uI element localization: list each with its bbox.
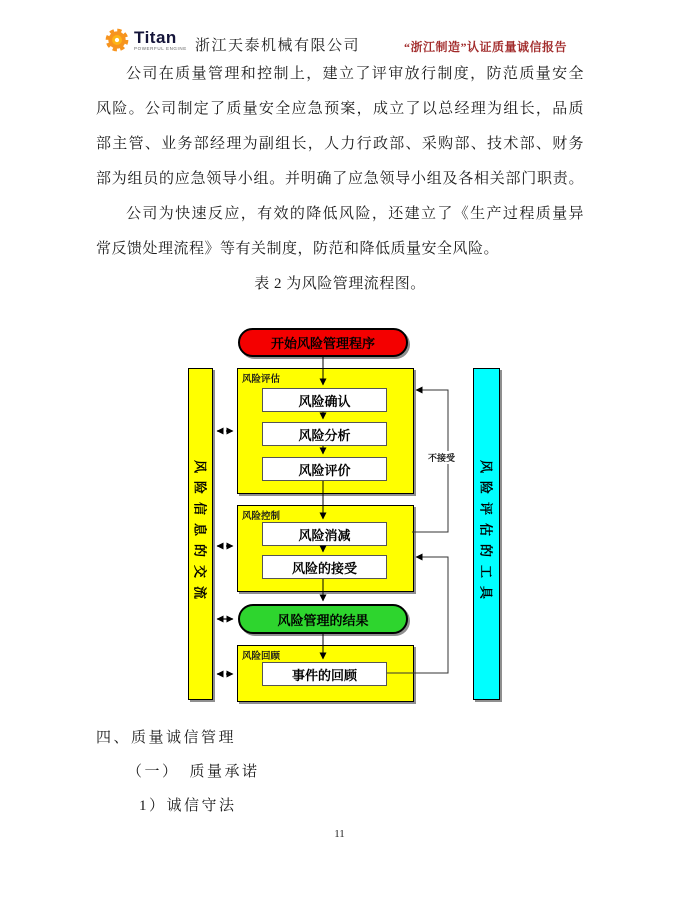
step-node: 风险消减 (262, 522, 387, 546)
brand-tagline: POWERFUL ENGINE (134, 45, 187, 51)
start-node: 开始风险管理程序 (238, 328, 408, 357)
group-label: 风险控制 (242, 511, 281, 522)
subsection-heading: （一） 质量承诺 (127, 764, 260, 780)
body-line: 公司为快速反应，有效的降低风险，还建立了《生产过程质量异 (126, 206, 584, 222)
body-line: 公司在质量管理和控制上，建立了评审放行制度，防范质量安全 (126, 66, 584, 82)
company-logo (104, 27, 187, 53)
step-node: 事件的回顾 (262, 662, 387, 686)
body-line: 部主管、业务部经理为副组长，人力行政部、采购部、技术部、财务 (96, 136, 584, 152)
body-line: 部为组员的应急领导小组。并明确了应急领导小组及各相关部门职责。 (96, 171, 584, 187)
subsubsection-heading: 1）诚信守法 (139, 798, 237, 814)
reject-label: 不接受 (428, 453, 456, 463)
tools-bar-label: 风险评估的工具 (478, 459, 494, 607)
step-node: 风险的接受 (262, 555, 387, 579)
result-node: 风险管理的结果 (238, 604, 408, 634)
step-node: 风险分析 (262, 422, 387, 446)
group-label: 风险回顾 (242, 651, 281, 662)
page-number: 11 (334, 828, 345, 840)
communication-bar-label: 风险信息的交流 (192, 459, 208, 607)
brand-name: Titan (134, 27, 177, 47)
step-node: 风险确认 (262, 388, 387, 412)
company-name: 浙江天泰机械有限公司 (195, 38, 361, 54)
section-heading: 四、质量诚信管理 (96, 730, 237, 746)
body-text (96, 57, 584, 302)
body-line: 常反馈处理流程》等有关制度，防范和降低质量安全风险。 (96, 241, 500, 257)
body-line: 风险。公司制定了质量安全应急预案，成立了以总经理为组长，品质 (96, 101, 584, 117)
figure-caption: 表 2 为风险管理流程图。 (254, 276, 426, 292)
gear-icon (104, 27, 130, 53)
step-node: 风险评价 (262, 457, 387, 481)
group-label: 风险评估 (242, 374, 281, 385)
report-title: “浙江制造”认证质量诚信报告 (404, 40, 568, 54)
